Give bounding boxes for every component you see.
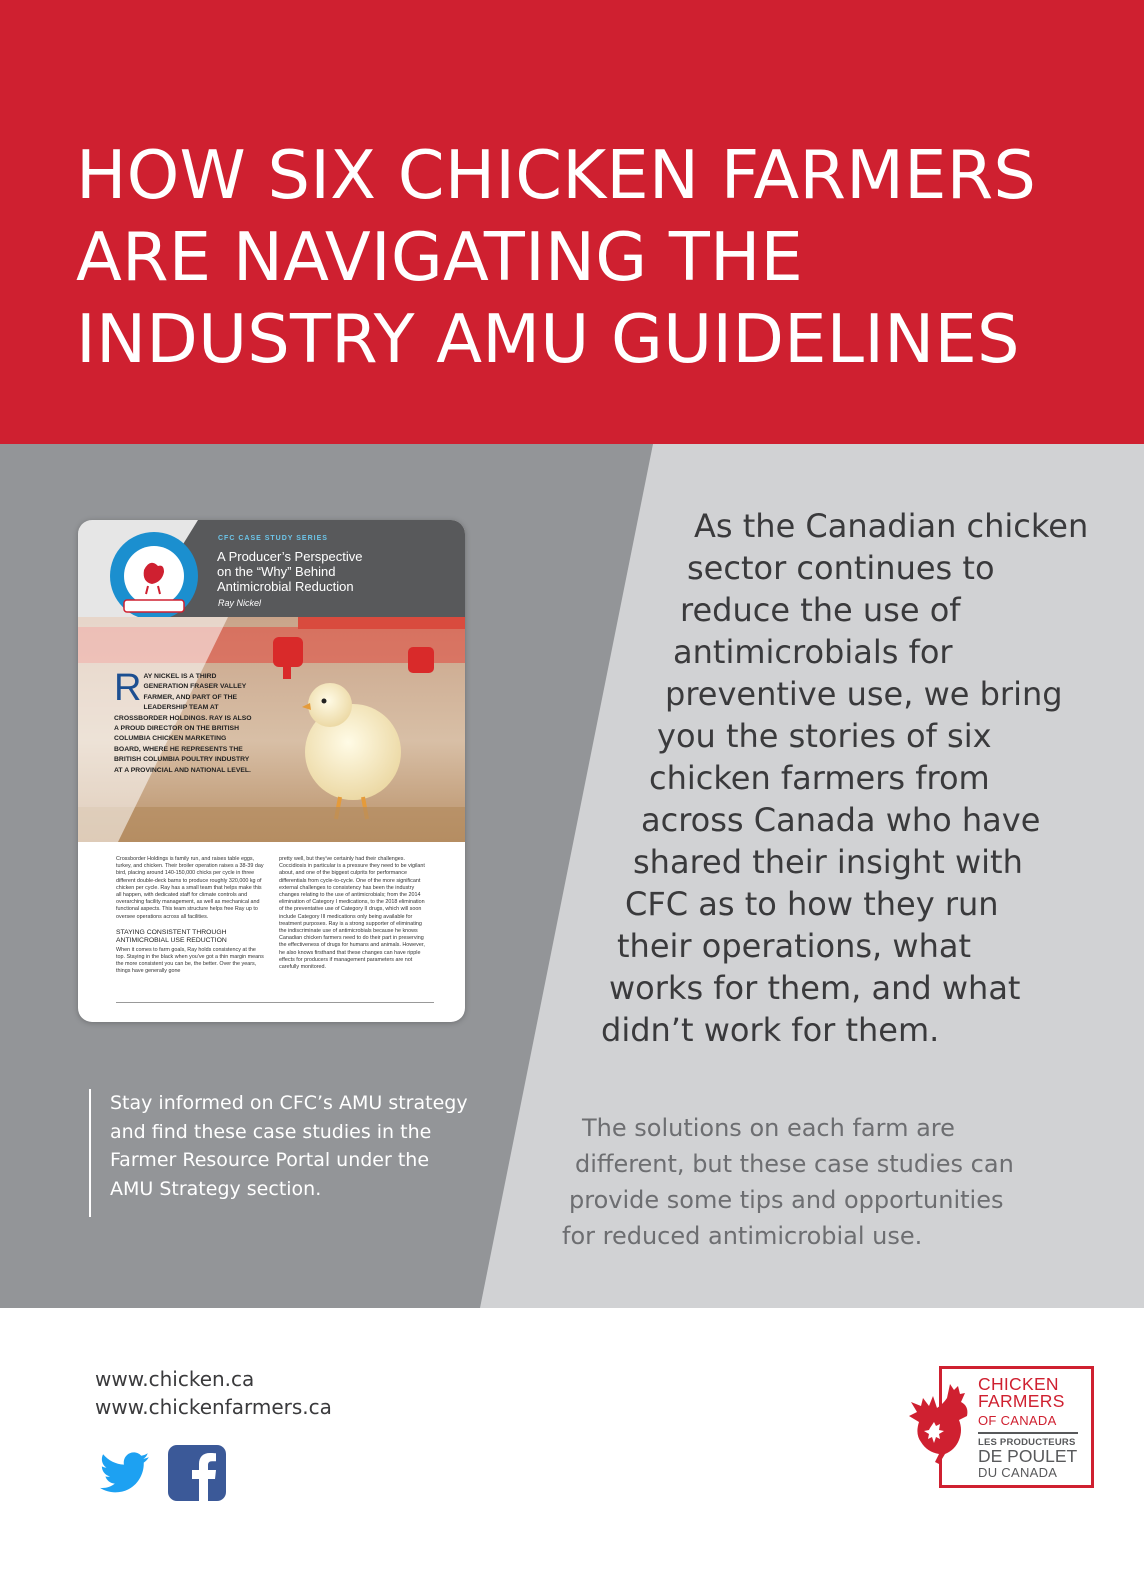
- logo-english-name: CHICKEN FARMERS: [978, 1374, 1065, 1411]
- paragraph-line: their operations, what: [617, 927, 971, 965]
- case-study-columns: [116, 856, 436, 996]
- secondary-paragraph: [562, 1110, 1082, 1254]
- paragraph-line: antimicrobials for: [673, 633, 953, 671]
- title-line: HOW SIX CHICKEN FARMERS: [76, 136, 1037, 214]
- paragraph-line: across Canada who have: [641, 801, 1041, 839]
- case-study-thumbnail[interactable]: [78, 520, 465, 1022]
- title-line: ARE NAVIGATING THE: [76, 218, 804, 296]
- paragraph-line: chicken farmers from: [649, 759, 990, 797]
- paragraph-line: sector continues to: [687, 549, 995, 587]
- food-safety-program-logo: [108, 530, 200, 622]
- header-banner: [0, 0, 1144, 444]
- paragraph-line: The solutions on each farm are: [582, 1114, 955, 1142]
- title-line: INDUSTRY AMU GUIDELINES: [76, 300, 1020, 378]
- logo-french-name: DE POULET: [978, 1446, 1078, 1466]
- paragraph-line: CFC as to how they run: [625, 885, 999, 923]
- paragraph-line: As the Canadian chicken: [694, 507, 1089, 545]
- logo-english-sub: OF CANADA: [978, 1413, 1057, 1428]
- paragraph-line: for reduced antimicrobial use.: [562, 1222, 923, 1250]
- paragraph-line: different, but these case studies can: [575, 1150, 1014, 1178]
- twitter-icon[interactable]: [100, 1452, 150, 1494]
- column-text: Crossborder Holdings is family run, and raises table eggs, turkey, and chicken. Their broiler operation raises a 38-39 day bird, placing around 140-150,000 chicks per cycle in three different double-deck barns to produce roughly 320,000 kg of chicken per cycle. Ray has a small team that helps make this all happen, with dedicated staff for climate controls and overarching facility management, as well as mechanical and functional aspects. This team structure helps free Ray up to oversee operations across all facilities.: [116, 856, 264, 920]
- logo-french-sub: DU CANADA: [978, 1465, 1058, 1480]
- paragraph-line: didn’t work for them.: [601, 1011, 940, 1049]
- paragraph-line: works for them, and what: [609, 969, 1021, 1007]
- logo-french-top: LES PRODUCTEURS: [978, 1437, 1076, 1448]
- page-title: [76, 134, 1136, 380]
- column-text: pretty well, but they've certainly had their challenges. Coccidiosis in particular is a pressure they need to be vigilant about, and one of the biggest culprits for performance differentials from cycle-to-cycle. One of the more significant external challenges to consistency has been the industry changes relating to the use of antimicrobials; from the 2014 elimination of Category I medications, to the 2018 elimination of the preventative use of Category II drugs, which will soon include Category III medications only being available for treatment purposes. Ray is a strong supporter of eliminating the indiscriminate use of antimicrobials because he knows Canadian chicken farmers need to do their part in preserving the effectiveness of drugs for humans and animals. However, he also knows firsthand that these changes can have ripple effects for producers if management parameters are not carefully monitored.: [279, 856, 425, 971]
- column-subheading: STAYING CONSISTENT THROUGH ANTIMICROBIAL USE REDUCTION: [116, 928, 227, 944]
- paragraph-line: shared their insight with: [633, 843, 1023, 881]
- paragraph-line: you the stories of six: [657, 717, 992, 755]
- facebook-icon[interactable]: [168, 1445, 226, 1501]
- chicken-farmers-of-canada-logo: [906, 1366, 1096, 1490]
- intro-paragraph: [600, 505, 1120, 1051]
- chickenfarmers-ca-link[interactable]: www.chickenfarmers.ca: [95, 1395, 332, 1419]
- paragraph-line: reduce the use of: [680, 591, 961, 629]
- case-study-title: A Producer’s Perspective on the “Why” Behind Antimicrobial Reduction: [217, 549, 363, 594]
- text-column-left: [116, 856, 266, 996]
- logo-divider: [978, 1432, 1078, 1434]
- note-accent-bar: [89, 1089, 91, 1217]
- resource-portal-note: Stay informed on CFC’s AMU strategy and find these case studies in the Farmer Resource Portal under the AMU Strategy section.: [110, 1092, 468, 1200]
- case-study-intro: [114, 667, 254, 776]
- rooster-maple-leaf-icon: [906, 1380, 976, 1470]
- column-text: When it comes to farm goals, Ray holds consistency at the top. Staying in the black when you've got a thin margin means the more consistent you can be, the better. Over the years, things have generally gone: [116, 946, 264, 975]
- divider: [116, 1002, 434, 1003]
- drop-cap: R: [114, 667, 142, 709]
- text-column-right: [279, 856, 429, 996]
- case-study-author: Ray Nickel: [218, 598, 262, 608]
- paragraph-line: provide some tips and opportunities: [569, 1186, 1004, 1214]
- paragraph-line: preventive use, we bring: [665, 675, 1063, 713]
- series-label: CFC CASE STUDY SERIES: [218, 535, 328, 542]
- chicken-ca-link[interactable]: www.chicken.ca: [95, 1367, 255, 1391]
- intro-text: AY NICKEL IS A THIRD GENERATION FRASER VALLEY FARMER, AND PART OF THE LEADERSHIP TEAM AT CROSSBORDER HOLDINGS. RAY IS ALSO A PROUD DIRECTOR ON THE BRITISH COLUMBIA CHICKEN MARKETING BOARD, WHERE HE REPRESENTS THE BRITISH COLUMBIA POULTRY INDUSTRY AT A PROVINCIAL AND NATIONAL LEVEL.: [114, 673, 252, 774]
